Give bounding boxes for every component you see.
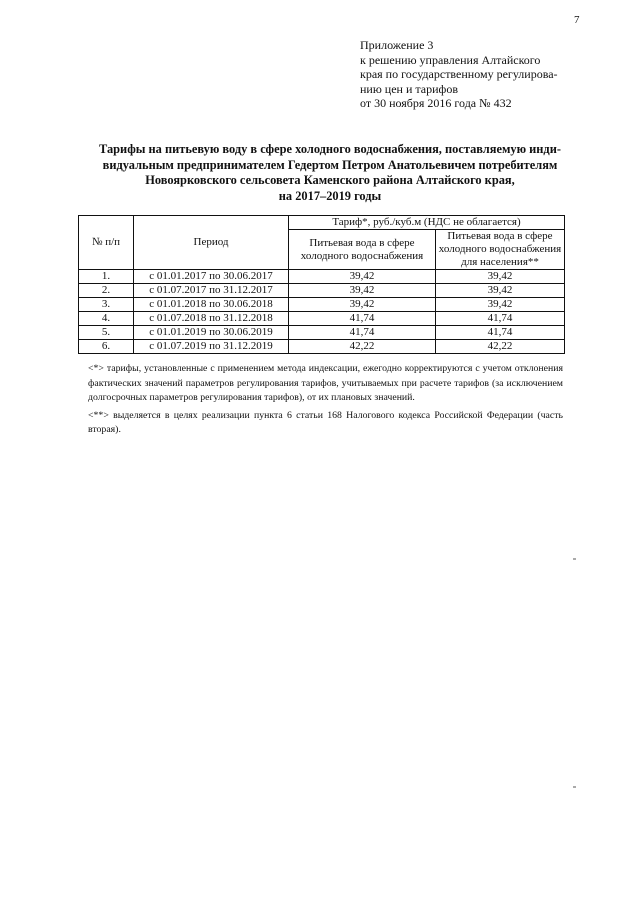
footnote-indexation: <*> тарифы, установленные с применением метода индексации, ежегодно корректируются с учетом отклонения фактических значений параметров регулирования тарифов, учитываемых при расчете тарифов (за исключением долгосрочных параметров регулирования тарифов), от их плановых значений. <box>88 363 563 404</box>
header-number: № п/п <box>79 216 134 270</box>
row-population-tariff: 39,42 <box>436 270 565 284</box>
appendix-line: края по государственному регулирова- <box>360 67 558 82</box>
row-number: 1. <box>79 270 134 284</box>
header-period: Период <box>134 216 289 270</box>
header-population: Питьевая вода в сфере холодного водоснабжения для населения** <box>436 230 565 270</box>
row-number: 2. <box>79 284 134 298</box>
scan-speck <box>573 786 576 788</box>
footnote-vat: <**> выделяется в целях реализации пункта 6 статьи 168 Налогового кодекса Российской Федерации (часть вторая). <box>88 409 563 436</box>
table-row <box>79 340 565 354</box>
row-period: с 01.01.2017 по 30.06.2017 <box>134 270 289 284</box>
row-drinking-tariff: 39,42 <box>289 284 436 298</box>
table-row <box>79 326 565 340</box>
row-population-tariff: 41,74 <box>436 312 565 326</box>
scan-speck <box>573 558 576 560</box>
row-number: 6. <box>79 340 134 354</box>
row-number: 5. <box>79 326 134 340</box>
title-line: Тарифы на питьевую воду в сфере холодного водоснабжения, поставляемую инди- <box>99 142 561 156</box>
row-drinking-tariff: 39,42 <box>289 270 436 284</box>
row-drinking-tariff: 42,22 <box>289 340 436 354</box>
header-drinking-water: Питьевая вода в сфере холодного водоснабжения <box>289 230 436 270</box>
appendix-line: от 30 ноября 2016 года № 432 <box>360 96 512 111</box>
row-drinking-tariff: 39,42 <box>289 298 436 312</box>
table-row <box>79 312 565 326</box>
footnotes <box>88 362 563 441</box>
row-number: 4. <box>79 312 134 326</box>
document-title <box>70 142 590 204</box>
row-drinking-tariff: 41,74 <box>289 312 436 326</box>
row-drinking-tariff: 41,74 <box>289 326 436 340</box>
row-period: с 01.07.2019 по 31.12.2019 <box>134 340 289 354</box>
row-period: с 01.07.2017 по 31.12.2017 <box>134 284 289 298</box>
header-tariff: Тариф*, руб./куб.м (НДС не облагается) <box>289 216 565 230</box>
appendix-line: нию цен и тарифов <box>360 81 458 96</box>
page-number: 7 <box>574 14 580 26</box>
tariff-table <box>78 215 565 354</box>
title-line: на 2017–2019 годы <box>278 188 382 203</box>
row-population-tariff: 41,74 <box>436 326 565 340</box>
row-period: с 01.01.2019 по 30.06.2019 <box>134 326 289 340</box>
table-row <box>79 270 565 284</box>
table-row <box>79 298 565 312</box>
title-line: Новоярковского сельсовета Каменского района Алтайского края, <box>145 173 515 187</box>
row-population-tariff: 39,42 <box>436 284 565 298</box>
appendix-line: Приложение 3 <box>360 38 434 52</box>
row-population-tariff: 39,42 <box>436 298 565 312</box>
row-population-tariff: 42,22 <box>436 340 565 354</box>
row-period: с 01.01.2018 по 30.06.2018 <box>134 298 289 312</box>
title-line: видуальным предпринимателем Гедертом Петром Анатольевичем потребителям <box>102 157 558 172</box>
row-period: с 01.07.2018 по 31.12.2018 <box>134 312 289 326</box>
table-row <box>79 284 565 298</box>
row-number: 3. <box>79 298 134 312</box>
appendix-line: к решению управления Алтайского <box>360 52 541 67</box>
appendix-header <box>360 38 620 111</box>
